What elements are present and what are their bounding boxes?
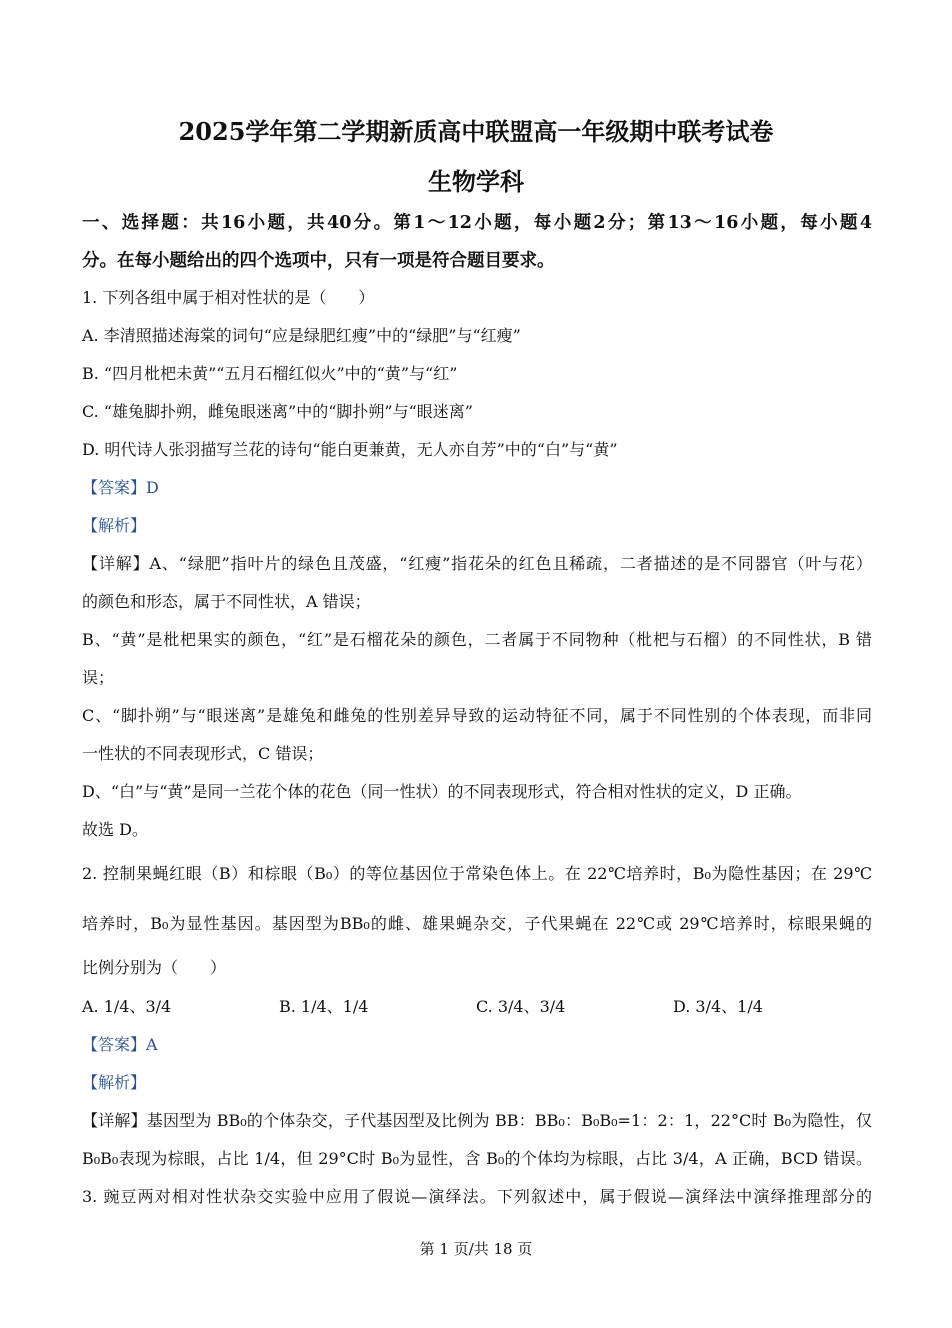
- question-1-detail-line: 【详解】A、“绿肥”指叶片的绿色且茂盛，“红瘦”指花朵的红色且稀疏，二者描述的是不同器官（叶与花）: [82, 554, 872, 573]
- question-1-detail-line: 误；: [82, 668, 115, 687]
- question-1-detail-line: D、“白”与“黄”是同一兰花个体的花色（同一性状）的不同表现形式，符合相对性状的定义，D 正确。: [82, 782, 802, 801]
- exam-title: 2025学年第二学期新质高中联盟高一年级期中联考试卷: [178, 117, 774, 146]
- question-2-option-b: B. 1/4、1/4: [279, 997, 369, 1016]
- question-2-option-a: A. 1/4、3/4: [82, 997, 172, 1016]
- section-heading-line1: 一、选择题：共16小题，共40分。第1～12小题，每小题2分；第13～16小题，每小题4: [82, 213, 872, 233]
- question-1-option-d: D. 明代诗人张羽描写兰花的诗句“能白更兼黄，无人亦自芳”中的“白”与“黄”: [82, 440, 618, 459]
- page-number: 第 1 页/共 18 页: [419, 1240, 533, 1258]
- question-2-stem-line3: 比例分别为（ ）: [82, 958, 227, 977]
- question-1-answer: 【答案】D: [82, 478, 159, 497]
- question-2-detail-line: 【详解】基因型为 BB₀的个体杂交，子代基因型及比例为 BB：BB₀：B₀B₀=1：2：1，22°C时 B₀为隐性，仅: [82, 1111, 872, 1130]
- question-2-stem-line2: 培养时，B₀为显性基因。基因型为BB₀的雌、雄果蝇杂交，子代果蝇在 22℃或 29℃培养时，棕眼果蝇的: [82, 914, 872, 933]
- question-2-option-d: D. 3/4、1/4: [673, 997, 763, 1016]
- question-1-option-c: C. “雄兔脚扑朔，雌兔眼迷离”中的“脚扑朔”与“眼迷离”: [82, 402, 473, 421]
- question-2-option-c: C. 3/4、3/4: [476, 997, 566, 1016]
- question-2-answer: 【答案】A: [82, 1035, 158, 1054]
- question-1-detail-line: 的颜色和形态，属于不同性状，A 错误；: [82, 592, 371, 611]
- question-3-stem-line1: 3. 豌豆两对相对性状杂交实验中应用了假说—演绎法。下列叙述中，属于假说—演绎法中演绎推理部分的: [82, 1187, 872, 1206]
- question-2-detail-line: B₀B₀表现为棕眼，占比 1/4，但 29°C时 B₀为显性，含 B₀的个体均为棕眼，占比 3/4，A 正确，BCD 错误。: [82, 1149, 872, 1168]
- question-1-detail-line: 一性状的不同表现形式，C 错误；: [82, 744, 324, 763]
- question-2-stem-line1: 2. 控制果蝇红眼（B）和棕眼（B₀）的等位基因位于常染色体上。在 22℃培养时，B₀为隐性基因；在 29℃: [82, 864, 872, 883]
- question-1-conclusion: 故选 D。: [82, 820, 148, 839]
- question-1-analysis-label: 【解析】: [82, 516, 147, 535]
- exam-subject: 生物学科: [428, 167, 524, 196]
- question-1-detail-line: B、“黄”是枇杷果实的颜色，“红”是石榴花朵的颜色，二者属于不同物种（枇杷与石榴）的不同性状，B 错: [82, 630, 872, 649]
- question-1-stem: 1. 下列各组中属于相对性状的是（ ）: [82, 288, 375, 307]
- question-2-analysis-label: 【解析】: [82, 1073, 147, 1092]
- question-1-option-a: A. 李清照描述海棠的词句“应是绿肥红瘦”中的“绿肥”与“红瘦”: [82, 326, 521, 345]
- section-heading-line2: 分。在每小题给出的四个选项中，只有一项是符合题目要求。: [82, 251, 555, 271]
- question-1-option-b: B. “四月枇杷未黄”“五月石榴红似火”中的“黄”与“红”: [82, 364, 458, 383]
- question-1-detail-line: C、“脚扑朔”与“眼迷离”是雄兔和雌兔的性别差异导致的运动特征不同，属于不同性别的个体表现，而非同: [82, 706, 872, 725]
